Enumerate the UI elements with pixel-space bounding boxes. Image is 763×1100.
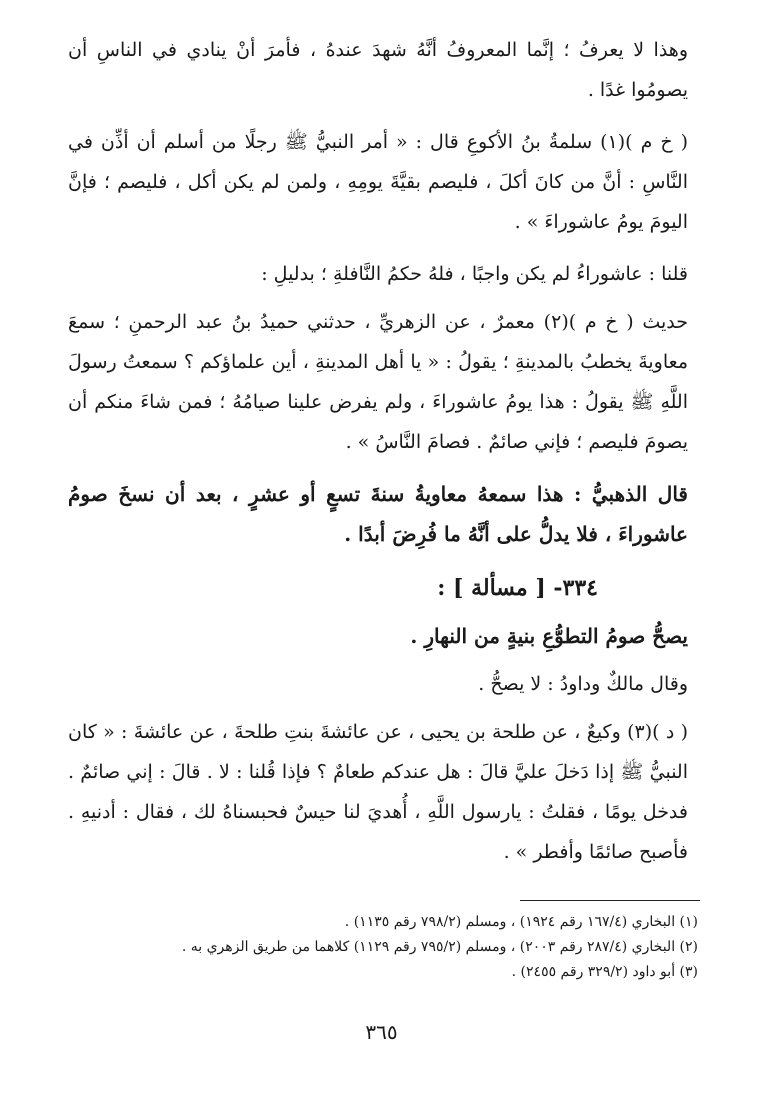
- paragraph-malik-dawud: وقال مالكٌ وداودُ : لا يصحُّ .: [478, 673, 688, 695]
- footnote-divider: [520, 900, 700, 901]
- page-body: [68, 30, 688, 884]
- paragraph-hadith-aisha: ( د )(٣) وكيعٌ ، عن طلحة بن يحيى ، عن عائشةَ بنتِ طلحةَ ، عن عائشةَ : « كان النبيُّ ﷺ إذا دَخلَ عليَّ قالَ : هل عندكم طعامٌ ؟ فإذا قُلنا : لا . قالَ : إني صائمٌ . فدخل يومًا ، فقلتُ : يارسول اللَّهِ ، أُهديَ لنا حيسٌ فحبسناهُ لك ، فقال : أدنيهِ . فأصبح صائمًا وأفطر » .: [68, 721, 688, 863]
- paragraph-1: وهذا لا يعرفُ ؛ إنَّما المعروفُ أنَّهُ شهدَ عندهُ ، فأمرَ أنْ ينادي في الناسِ أن يصومُوا غدًا .: [68, 39, 688, 101]
- paragraph-4-hadith-muawiya: حديث ( خ م )(٢) معمرٌ ، عن الزهريِّ ، حدثني حميدُ بنُ عبد الرحمنِ ؛ سمعَ معاويةَ يخطبُ بالمدينةِ ؛ يقولُ : « يا أهل المدينةِ ، أين علماؤكم ؟ سمعتُ رسولَ اللَّهِ ﷺ يقولُ : هذا يومُ عاشوراءَ ، ولم يفرض علينا صيامُهُ ؛ فمن شاءَ منكم أن يصومَ فليصم ؛ فإني صائمٌ . فصامَ النَّاسُ » .: [68, 311, 688, 453]
- paragraph-3-response: قلنا : عاشوراءُ لم يكن واجبًا ، فلهُ حكمُ النَّافلةِ ؛ بدليلِ :: [261, 263, 688, 285]
- page-number: ٣٦٥: [365, 1020, 398, 1044]
- footnote-2: (٢) البخاري (٢٨٧/٤ رقم ٢٠٠٣) ، ومسلم (٧٩٥/٢ رقم ١١٢٩) كلاهما من طريق الزهري به .: [181, 939, 698, 955]
- footnotes: [68, 910, 698, 985]
- paragraph-2-hadith-salama: ( خ م )(١) سلمةُ بنُ الأكوعِ قال : « أمر النبيُّ ﷺ رجلًا من أسلم أن أذِّن في النَّاسِ : أنَّ من كانَ أكلَ ، فليصم بقيَّةَ يومِهِ ، ولمن لم يكن أكل ، فليصم ؛ فإنَّ اليومَ يومُ عاشوراءَ » .: [68, 131, 688, 233]
- paragraph-5-dhahabi-comment: قال الذهبيُّ : هذا سمعهُ معاويةُ سنةَ تسعٍ أو عشرٍ ، بعد أن نسخَ صومُ عاشوراءَ ، فلا يدلُّ على أنَّهُ ما فُرِضَ أبدًا .: [68, 482, 688, 546]
- footnote-1: (١) البخاري (١٦٧/٤ رقم ١٩٢٤) ، ومسلم (٧٩٨/٢ رقم ١١٣٥) .: [344, 914, 698, 930]
- issue-statement: يصحُّ صومُ التطوُّعِ بنيةٍ من النهارِ .: [410, 624, 688, 648]
- issue-heading: ٣٣٤- [ مسألة ] :: [437, 575, 598, 601]
- footnote-3: (٣) أبو داود (٣٢٩/٢ رقم ٢٤٥٥) .: [511, 964, 698, 980]
